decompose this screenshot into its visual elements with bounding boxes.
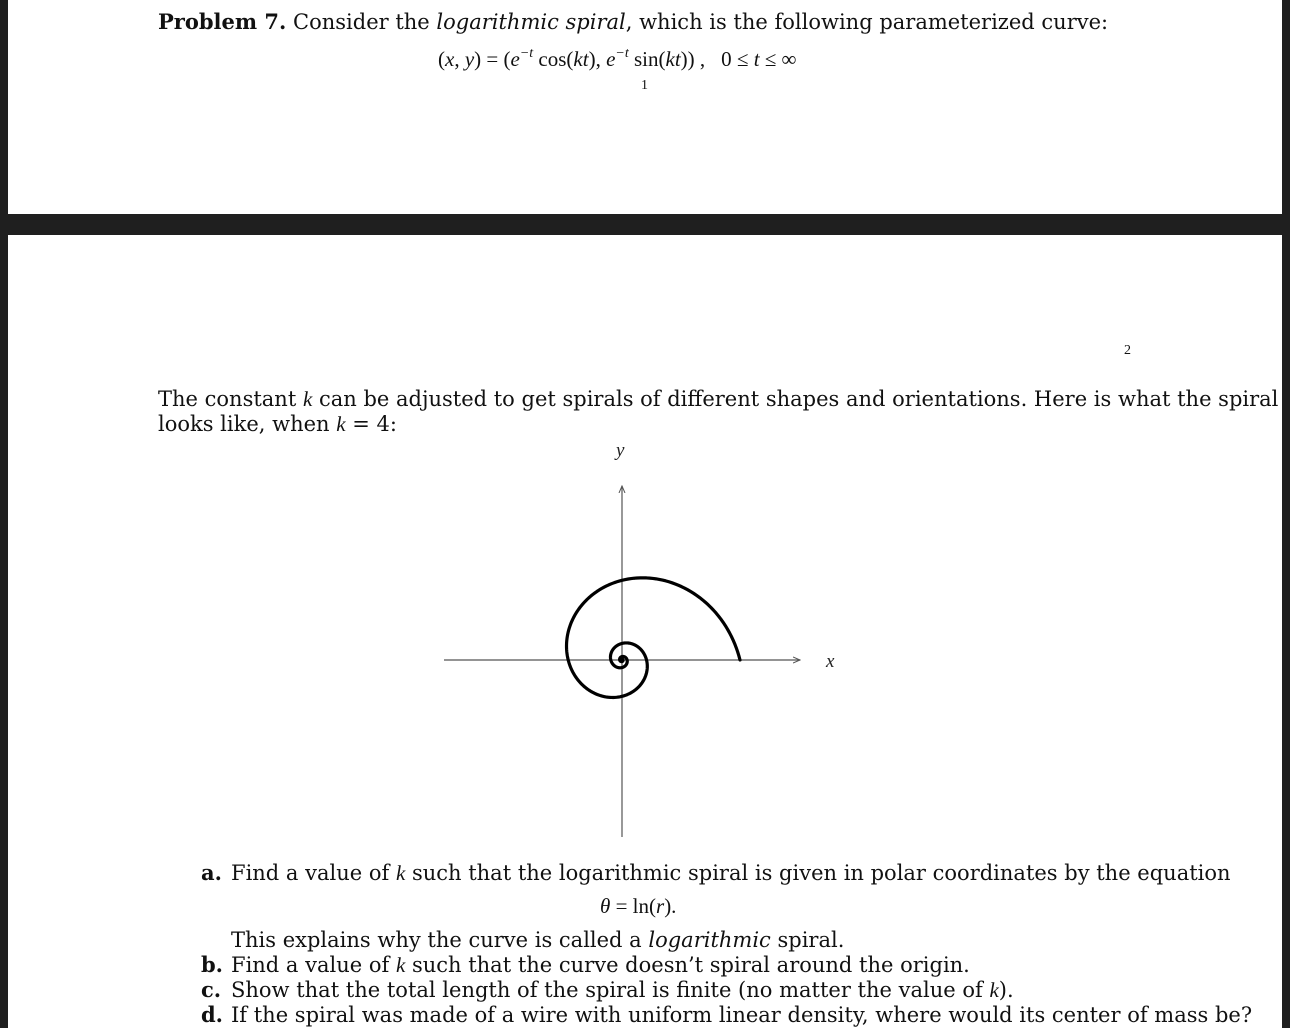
paragraph-line-1: The constant k can be adjusted to get spirals of different shapes and orientations. Here is what the spiral [158, 387, 1279, 411]
parametric-equation: (x, $y) = (e^{-t}$ cos(kt), $e^{-t}$ sin(kt)) , 0 ≤ t ≤ ∞ [438, 46, 797, 71]
x-axis-label: x [826, 651, 835, 672]
y-axis-label: y [616, 440, 625, 461]
page-number: 1 [641, 78, 648, 93]
intro-text-end: , which is the following parameterized curve: [625, 10, 1109, 34]
question-d: d. If the spiral was made of a wire with uniform linear density, where would its center of mass be? [201, 1002, 1253, 1027]
page-number: 2 [1124, 343, 1131, 358]
page-1 [8, 0, 1282, 214]
polar-equation: θ = ln(r). [600, 894, 677, 918]
problem-heading: Problem 7. [158, 9, 287, 34]
question-b: b. Find a value of k such that the curve doesn’t spiral around the origin. [201, 952, 970, 977]
spiral-curve [567, 578, 740, 698]
intro-text: Consider the [286, 10, 437, 34]
question-c: c. Show that the total length of the spiral is finite (no matter the value of k). [201, 977, 1014, 1002]
problem-statement [158, 9, 1108, 35]
explanation-text: This explains why the curve is called a logarithmic spiral. [231, 928, 845, 952]
question-a: a. Find a value of k such that the logarithmic spiral is given in polar coordinates by the equation [201, 860, 1231, 885]
page-2 [8, 235, 1282, 1028]
intro-emphasis: logarithmic spiral [436, 10, 626, 34]
paragraph-line-2: looks like, when k = 4: [158, 412, 397, 436]
